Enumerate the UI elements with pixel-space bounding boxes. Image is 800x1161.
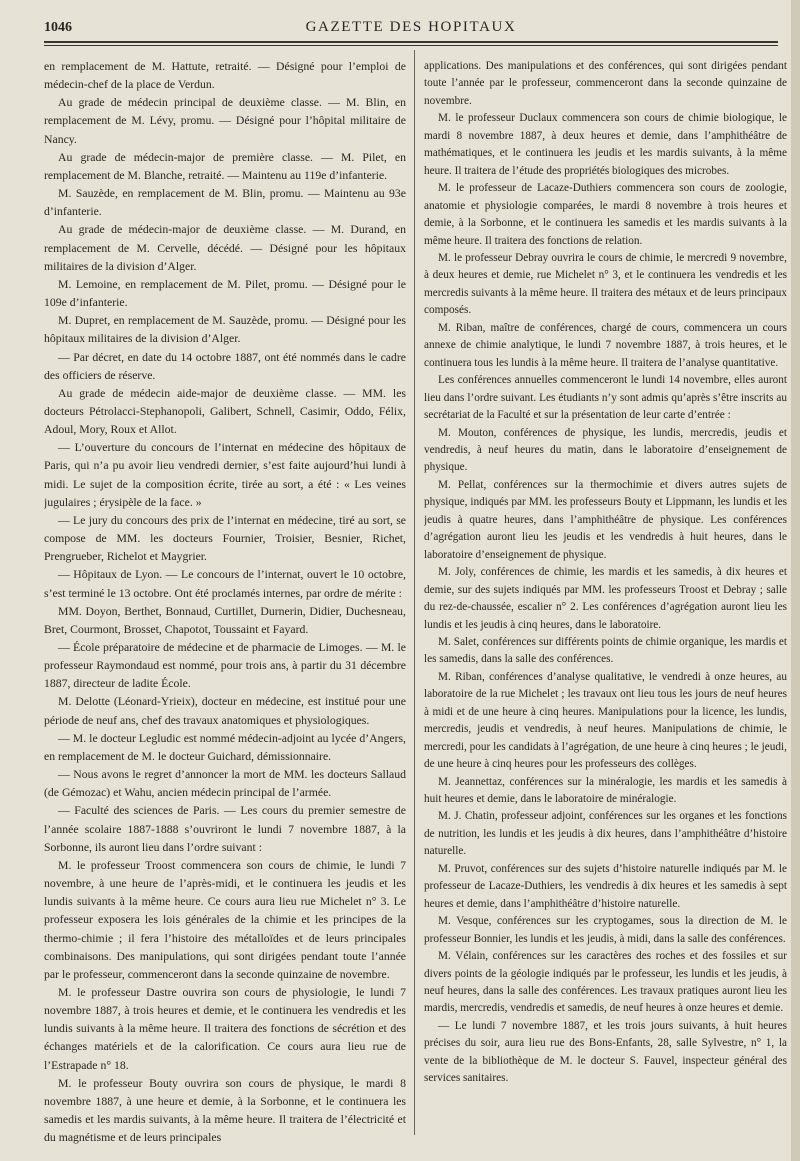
paragraph: M. le professeur Troost commencera son cours de chimie, le lundi 7 novembre, à une heure de l’après-midi, et le continuera les jeudis et les lundis suivants à la même heure. Ce cours aura lieu rue Michelet n° 3. Le professeur exposera les lois générales de la chimie et les principes de la thermo-chimie ; il fera l’histoire des métalloïdes et de leurs principales combinaisons. Des manipulations, qui sont dirigées pendant toute l’année par le professeur, commenceront dans la seconde quinzaine de novembre. (44, 858, 406, 981)
column-divider (414, 50, 415, 1135)
paragraph: — L’ouverture du concours de l’internat en médecine des hôpitaux de Paris, qui n’a pu avoir lieu vendredi dernier, s’est faite aujourd’hui lundi à midi. Le sujet de la composition écrite, tirée au sort, a été : « Les veines jugulaires ; érysipèle de la face. » (44, 441, 406, 509)
paragraph: Au grade de médecin-major de deuxième classe. — M. Durand, en remplacement de M. Cervelle, décédé. — Désigné pour les hôpitaux militaires de la division d’Alger. (44, 223, 406, 273)
paragraph: — Le jury du concours des prix de l’internat en médecine, tiré au sort, se compose de MM. les docteurs Fournier, Troisier, Besnier, Richet, Prengrueber, Richelot et Maygrier. (44, 513, 406, 564)
paragraph: M. le professeur de Lacaze-Duthiers commencera son cours de zoologie, anatomie et physiologie comparées, le mardi 8 novembre à trois heures et demie, à la Sorbonne, et le continuera les samedis et les mardis suivants à la même heure. Il traitera des fonctions de relation. (424, 182, 787, 247)
paragraph: M. le professeur Dastre ouvrira son cours de physiologie, le lundi 7 novembre 1887, à trois heures et demie, et le continuera les vendredis et les lundis suivants à la même heure. Il traitera des fonctions de sécrétion et des échanges matériels et de la calorification. Ce cours aura lieu rue de l’Estrapade n° 18. (44, 985, 406, 1072)
paragraph: M. Salet, conférences sur différents points de chimie organique, les mardis et les samedis, dans la salle des conférences. (424, 635, 787, 666)
paragraph: Au grade de médecin-major de première classe. — M. Pilet, en remplacement de M. Blanche, retraité. — Maintenu au 119e d’infanterie. (44, 150, 406, 182)
paragraph: M. Joly, conférences de chimie, les mardis et les samedis, à dix heures et demie, sur des sujets indiqués par MM. les professeurs Troost et Debray ; salle du rez-de-chaussée, escalier n° 2. Les conférences d’agrégation auront lieu les lundis et les jeudis à cinq heures, dans le laboratoire. (424, 566, 787, 631)
paragraph: — Hôpitaux de Lyon. — Le concours de l’internat, ouvert le 10 octobre, s’est terminé le 13 octobre. Ont été proclamés internes, par ordre de mérite : (44, 568, 406, 600)
paragraph: MM. Doyon, Berthet, Bonnaud, Curtillet, Durnerin, Didier, Duchesneau, Bret, Courmont, Brosset, Chapotot, Toussaint et Fayard. (44, 604, 406, 636)
paragraph: M. le professeur Debray ouvrira le cours de chimie, le mercredi 9 novembre, à deux heures et demie, rue Michelet n° 3, et le continuera les vendredis et les mercredis suivants à la même heure. Il traitera des métaux et de leurs principaux composés. (424, 251, 787, 317)
paragraph: — Par décret, en date du 14 octobre 1887, ont été nommés dans le cadre des officiers de réserve. (44, 350, 406, 382)
paragraph: M. le professeur Bouty ouvrira son cours de physique, le mardi 8 novembre 1887, à une heure et demie, à la Sorbonne, et le continuera les samedis et les mardis suivants, à la même heure. Il traitera de l’électricité et du magnétisme et de leurs principales (44, 1076, 406, 1145)
paragraph: M. Lemoine, en remplacement de M. Pilet, promu. — Désigné pour le 109e d’infanterie. (44, 277, 406, 310)
paragraph: — Faculté des sciences de Paris. — Les cours du premier semestre de l’année scolaire 1887-1888 s’ouvriront le lundi 7 novembre 1887, à la Sorbonne, ils auront lieu dans l’ordre suivant : (44, 804, 406, 854)
publication-title: GAZETTE DES HOPITAUX (305, 19, 517, 35)
paragraph: M. Dupret, en remplacement de M. Sauzède, promu. — Désigné pour les hôpitaux militaires de la division d’Alger. (44, 314, 406, 346)
paragraph: — Le lundi 7 novembre 1887, et les trois jours suivants, à huit heures précises du soir, aura lieu rue des Bons-Enfants, 28, salle Sylvestre, n° 1, la vente de la bibliothèque de M. le docteur S. Fauvel, inspecteur général des services sanitaires. (424, 1019, 787, 1085)
paragraph: M. Jeannettaz, conférences sur la minéralogie, les mardis et les samedis à huit heures et demie, dans le laboratoire de minéralogie. (424, 775, 787, 806)
paragraph: M. le professeur Duclaux commencera son cours de chimie biologique, le mardi 8 novembre 1887, à deux heures et demie, dans l’amphithéâtre de mathématiques, et le continuera les jeudis et les mardis suivants, à la même heure. Il traitera de l’étude des propriétés biologiques des microbes. (424, 112, 787, 177)
page-number: 1046 (44, 20, 72, 35)
paragraph: M. Mouton, conférences de physique, les lundis, mercredis, jeudis et vendredis, à neuf heures du matin, dans le laboratoire d’enseignement de physique. (424, 426, 787, 474)
paragraph: M. Delotte (Léonard-Yrieix), docteur en médecine, est institué pour une période de neuf ans, chef des travaux anatomiques et physiologiques. (44, 695, 406, 727)
paragraph: Les conférences annuelles commenceront le lundi 14 novembre, elles auront lieu dans l’ordre suivant. Les étudiants n’y sont admis qu’après s’être inscrits au secrétariat de la Faculté et sur la présentation de leur carte d’entrée : (424, 374, 787, 422)
header-rule-thick (44, 41, 778, 43)
page-header (44, 14, 778, 40)
paragraph: M. Vélain, conférences sur les caractères des roches et des fossiles et sur divers points de la géologie indiqués par le professeur, les lundis et les jeudis, à neuf heures, dans la salle des conférences. Les travaux pratiques auront lieu les mardis, mercredis, vendredis et samedis, de neuf heures à onze heures et demie. (424, 950, 787, 1015)
left-column (44, 58, 406, 1158)
paragraph: Au grade de médecin principal de deuxième classe. — M. Blin, en remplacement de M. Lévy, promu. — Désigné pour l’hôpital militaire de Nancy. (44, 96, 406, 146)
paragraph: M. Sauzède, en remplacement de M. Blin, promu. — Maintenu au 93e d’infanterie. (44, 187, 406, 219)
paragraph: M. Riban, maître de conférences, chargé de cours, commencera un cours annexe de chimie analytique, le lundi 7 novembre 1887, à trois heures, et le continuera tous les lundis à la même heure. Il traitera de l’analyse quantitative. (424, 321, 787, 369)
paragraph: — École préparatoire de médecine et de pharmacie de Limoges. — M. le professeur Raymondaud est nommé, pour trois ans, à partir du 31 décembre 1887, directeur de ladite École. (44, 641, 406, 691)
right-column (424, 58, 787, 1158)
header-rule-thin (44, 45, 778, 46)
paragraph: — M. le docteur Legludic est nommé médecin-adjoint au lycée d’Angers, en remplacement de M. le docteur Guichard, démissionnaire. (44, 731, 406, 763)
paragraph: M. Pruvot, conférences sur des sujets d’histoire naturelle indiqués par M. le professeur de Lacaze-Duthiers, les vendredis à dix heures et les samedis à sept heures et demie, dans l’amphithéâtre d’histoire naturelle. (424, 862, 787, 910)
page-edge (791, 0, 800, 1161)
paragraph: M. Pellat, conférences sur la thermochimie et divers autres sujets de physique, indiqués par MM. les professeurs Bouty et Lippmann, les lundis et les jeudis à quatre heures, dans l’amphithéâtre de physique. Les conférences d’agrégation auront lieu les jeudis et les vendredis à huit heures, dans le laboratoire d’enseignement de physique. (424, 478, 787, 561)
paragraph: M. J. Chatin, professeur adjoint, conférences sur les organes et les fonctions de nutrition, les lundis et les jeudis à dix heures, dans l’amphithéâtre d’histoire naturelle. (424, 810, 787, 858)
paragraph: en remplacement de M. Hattute, retraité. — Désigné pour l’emploi de médecin-chef de la place de Verdun. (44, 60, 406, 92)
paragraph: Au grade de médecin aide-major de deuxième classe. — MM. les docteurs Pétrolacci-Stephanopoli, Galibert, Schnell, Casimir, Oddo, Félix, Adoul, Mory, Roux et Allot. (44, 386, 406, 437)
paragraph: M. Riban, conférences d’analyse qualitative, le vendredi à onze heures, au laboratoire de la rue Michelet ; les travaux ont lieu tous les jours de neuf heures à midi et de une heure à cinq heures. Manipulations pour la licence, les lundis, mercredis, jeudis et vendredis, à neuf heures. Manipulations de chimie, le mercredi, pour les candidats à l’agrégation, de une heure à cinq heures ; le jeudi, de une heure à cinq heures pour les professeurs des collèges. (424, 670, 787, 771)
paragraph: M. Vesque, conférences sur les cryptogames, sous la direction de M. le professeur Bonnier, les lundis et les jeudis, à midi, dans la salle des conférences. (424, 915, 787, 945)
paragraph: applications. Des manipulations et des conférences, qui sont dirigées pendant toute l’année par le professeur, commenceront dans la seconde quinzaine de novembre. (424, 60, 787, 107)
paragraph: — Nous avons le regret d’annoncer la mort de MM. les docteurs Sallaud (de Gémozac) et Wahu, ancien médecin principal de l’armée. (44, 768, 406, 800)
